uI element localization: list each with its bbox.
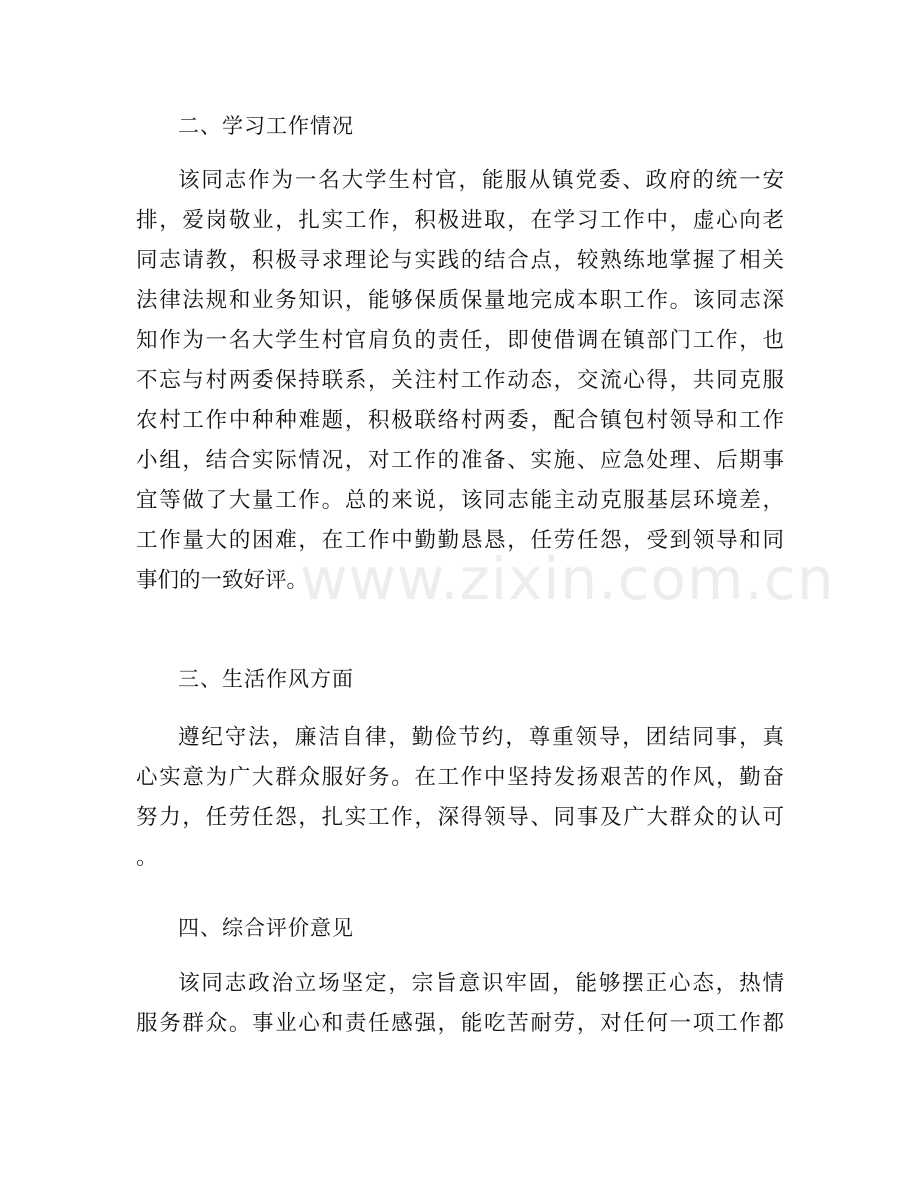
paragraph-line: 心实意为广大群众服好务。在工作中坚持发扬艰苦的作风，勤奋 [136,765,784,790]
paragraph-line: 遵纪守法，廉洁自律，勤俭节约，尊重领导，团结同事，真 [178,725,784,750]
section-heading-lifestyle: 三、生活作风方面 [178,667,354,691]
paragraph-line: 工作量大的困难，在工作中勤勤恳恳，任劳任怨，受到领导和同 [136,528,784,553]
paragraph-line: 小组，结合实际情况，对工作的准备、实施、应急处理、后期事 [136,448,784,473]
paragraph-line: 服务群众。事业心和责任感强，能吃苦耐劳，对任何一项工作都 [136,1011,784,1036]
section-heading-evaluation: 四、综合评价意见 [178,916,354,940]
paragraph-line: 排，爱岗敬业，扎实工作，积极进取，在学习工作中，虚心向老 [136,208,784,233]
paragraph-line: 法律法规和业务知识，能够保质保量地完成本职工作。该同志深 [136,288,784,313]
paragraph-evaluation [136,964,784,1044]
watermark: www.zixin.com.cn [300,545,835,613]
paragraph-lifestyle [136,718,784,878]
paragraph-line: 该同志政治立场坚定，宗旨意识牢固，能够摆正心态，热情 [178,971,784,996]
paragraph-line: 农村工作中种种难题，积极联络村两委，配合镇包村领导和工作 [136,408,784,433]
paragraph-line: 。 [136,845,158,870]
paragraph-line: 不忘与村两委保持联系，关注村工作动态，交流心得，共同克服 [136,368,784,393]
paragraph-line: 宜等做了大量工作。总的来说，该同志能主动克服基层环境差， [136,488,784,513]
paragraph-line: 努力，任劳任怨，扎实工作，深得领导、同事及广大群众的认可 [136,805,784,830]
paragraph-line: 该同志作为一名大学生村官，能服从镇党委、政府的统一安 [178,168,784,193]
paragraph-line: 同志请教，积极寻求理论与实践的结合点，较熟练地掌握了相关 [136,248,784,273]
paragraph-line: 知作为一名大学生村官肩负的责任，即使借调在镇部门工作，也 [136,328,784,353]
section-heading-study-work: 二、学习工作情况 [178,114,354,138]
paragraph-line: 事们的一致好评。 [136,568,309,593]
paragraph-study-work [136,161,784,601]
